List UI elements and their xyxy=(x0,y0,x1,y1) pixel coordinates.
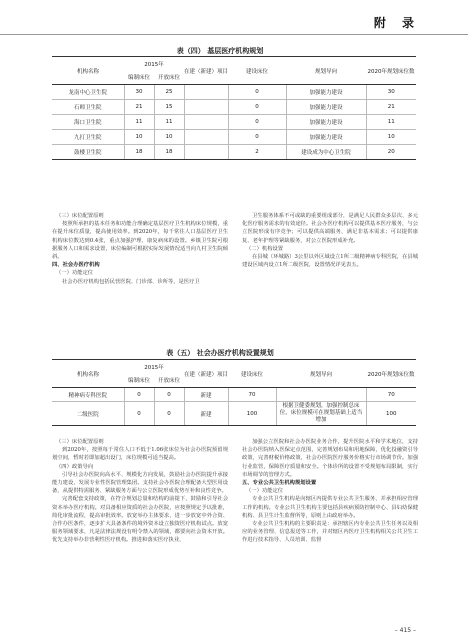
table-row xyxy=(52,388,416,402)
text-column-right-2 xyxy=(242,438,418,545)
col-header-actual: 开放床位 xyxy=(154,71,184,85)
col-header-actual: 开放床位 xyxy=(154,374,184,388)
cell: 0 xyxy=(228,100,286,115)
cell: 18 xyxy=(124,145,154,160)
table-row xyxy=(52,115,416,130)
cell: 15 xyxy=(154,100,184,115)
col-header-name: 机构名称 xyxy=(52,57,124,85)
cell-name: 精神病专科医院 xyxy=(52,388,124,402)
cell: 10 xyxy=(366,130,416,145)
cell: 10 xyxy=(154,130,184,145)
paragraph: 卫生服务体系不可或缺的重要组成部分，是满足人民群众多层次、多元化医疗服务需求的有效途径。社会办医疗机构可以提供基本医疗服务，与公立医院形成有序竞争；可以提供高端服务，满足非基本需求；可以提供康复、老年护理等紧缺服务，对公立医院形成补充。 xyxy=(242,213,418,244)
cell: 加强能力建设 xyxy=(286,85,366,100)
cell: 20 xyxy=(366,145,416,160)
cell: 加强能力建设 xyxy=(286,130,366,145)
cell xyxy=(184,85,228,100)
table-row xyxy=(52,85,416,100)
paragraph: 专业公共卫生机构的主要职责是：承担辖区内专业公共卫生任务以及相应的业务管理、信息报送等工作，并对辖区内医疗卫生机构相关公共卫生工作进行技术指导、人员培训、监督 xyxy=(242,521,418,544)
cell: 11 xyxy=(366,115,416,130)
page-number: – 415 – xyxy=(394,627,416,634)
cell-name: 海口卫生院 xyxy=(52,115,124,130)
col-header-direction: 规划导向 xyxy=(276,360,366,388)
col-header-approved: 编制床位 xyxy=(124,374,154,388)
table-row xyxy=(52,100,416,115)
cell: 根据卫健委规划，加强控制总床位，床位规模可在规划基础上适当增加 xyxy=(276,402,366,426)
table-caption: 表（四） 基层医疗机构规划 xyxy=(176,46,264,55)
cell: 0 xyxy=(154,388,184,402)
cell: 70 xyxy=(366,388,416,402)
cell: 加强能力建设 xyxy=(286,115,366,130)
paragraph: 加强公立医院和社会办医院业务合作，提升医院水平和学术地位，支持社会办医院纳入医保定点范围，完善规划布局和用地保障，优化投融资引导政策，完善财税价格政策，社会办医院医疗服务价格实行市场调节价。加强行业监管，保障医疗质量和安全。个体诊所的设置不受规划布局限制，实行市场调节的管理方式。 xyxy=(242,439,418,478)
cell: 新建 xyxy=(184,402,228,426)
table-caption: 表（五） 社会办医疗机构设置规划 xyxy=(166,348,274,357)
subheading: （二）机构设置 xyxy=(246,245,284,252)
cell: 建设成为中心卫生院 xyxy=(286,145,366,160)
cell: 21 xyxy=(366,100,416,115)
cell: 30 xyxy=(124,85,154,100)
subheading: （三）床位配置原则 xyxy=(56,439,104,445)
col-header-direction: 规划导向 xyxy=(286,57,366,85)
paragraph: 到2020年，按照每千常住人口不低于1.06张床位为社会办医院预留规划空间，暂时若即加超出设门，床位规模可适当提高。 xyxy=(52,447,228,462)
cell: 25 xyxy=(154,85,184,100)
section-heading: 四、社会办医疗机构 xyxy=(52,262,100,269)
cell: 0 xyxy=(228,85,286,100)
cell: 18 xyxy=(154,145,184,160)
private-hospital-table xyxy=(52,359,416,426)
cell xyxy=(184,100,228,115)
subheading: （四）政策导向 xyxy=(56,463,94,470)
section-title: 附 录 xyxy=(373,16,420,30)
cell: 70 xyxy=(228,388,276,402)
col-header-year: 2015年 xyxy=(124,360,184,374)
cell: 0 xyxy=(124,402,154,426)
subheading: （一）功能定位 xyxy=(246,488,284,495)
cell: 0 xyxy=(228,130,286,145)
paragraph: 完善配套支持政策，在符合规划总量和结构的前提下，鼓励和引导社会资本举办医疗机构。对具备相应资质的社会办医院，应按照规定予以批准，简化审批流程，提高审批效率。放宽举办主体要求，进一步放宽中外合资、合作办医条件，逐步扩大具备条件的境外资本设立独资医疗机构试点。放宽服务领域要求，凡是法律法规没有明令禁入的领域，都要向社会资本开放。优先支持举办非营利性医疗机构。推进和落实医疗执业， xyxy=(52,496,228,544)
col-header-project: 在建（新建）项目 xyxy=(184,360,228,388)
table-row xyxy=(52,145,416,160)
cell xyxy=(184,145,228,160)
paragraph: 按照所承担的基本任务和功能合理确定基层医疗卫生机构床位规模，重在提升床位质量，提高使用效率。到2020年，每千常住人口基层医疗卫生机构床位数达到0.4张，重点加强护理、康复病床的设置。乡镇卫生院可根据服务人口和需求设置，床位编制可根据实际发展情况适当向九村卫生院倾斜。 xyxy=(52,221,228,261)
cell-name: 二级医院 xyxy=(52,402,124,426)
subheading: （三）床位配置原则 xyxy=(56,213,104,219)
cell-name: 鼓楼卫生院 xyxy=(52,145,124,160)
cell xyxy=(184,115,228,130)
cell: 0 xyxy=(124,388,154,402)
cell: 100 xyxy=(366,402,416,426)
text-column-right-1 xyxy=(242,212,418,269)
cell: 21 xyxy=(124,100,154,115)
text-column-left-2 xyxy=(52,438,228,545)
cell: 加强能力建设 xyxy=(286,100,366,115)
cell-name: 龙南中心卫生院 xyxy=(52,85,124,100)
cell: 2 xyxy=(228,145,286,160)
col-header-target: 2020年规划床位数 xyxy=(366,57,416,85)
primary-care-table xyxy=(52,56,416,160)
cell: 100 xyxy=(228,402,276,426)
table-row xyxy=(52,402,416,426)
paragraph: 引导社会办医院向高水平、规模化方向发展，鼓励社会办医院提升承接能力建设，发展专业性医院管理集团。支持社会办医院合理配备大型医用设备，从提供特需服务、紧缺服务方面与公立医院形成优势互补和良性竞争。 xyxy=(52,471,228,495)
col-header-target: 2020年规划床位数 xyxy=(366,360,416,388)
cell: 新建 xyxy=(184,388,228,402)
section-heading: 五、专业公共卫生机构规划设置 xyxy=(242,480,317,487)
cell: 30 xyxy=(366,85,416,100)
col-header-new-beds: 建设床位 xyxy=(228,360,276,388)
col-header-year: 2015年 xyxy=(124,57,184,71)
cell: 11 xyxy=(124,115,154,130)
col-header-name: 机构名称 xyxy=(52,360,124,388)
cell xyxy=(184,130,228,145)
paragraph: 专业公共卫生机构是向辖区内提供专业公共卫生服务，并承担相应管理工作的机构。专业公共卫生机构主要包括县疾病预防控制中心、县妇幼保健机构、县卫生计生监督所等，原则上由政府举办。 xyxy=(242,496,418,519)
cell-name: 九打卫生院 xyxy=(52,130,124,145)
table-row xyxy=(52,130,416,145)
cell: 0 xyxy=(228,115,286,130)
cell xyxy=(276,388,366,402)
subheading: （一）功能定位 xyxy=(56,270,94,277)
col-header-new-beds: 建设床位 xyxy=(228,57,286,85)
col-header-project: 在建（新建）项目 xyxy=(184,57,228,85)
paragraph: 社会办医疗机构包括民营医院、门诊部、诊所等，是医疗卫 xyxy=(62,278,200,285)
cell-name: 石师卫生院 xyxy=(52,100,124,115)
col-header-approved: 编制床位 xyxy=(124,71,154,85)
cell: 10 xyxy=(124,130,154,145)
cell: 11 xyxy=(154,115,184,130)
cell: 0 xyxy=(154,402,184,426)
paragraph: 在县城（环城路）3公里以外区域设立1所二级精神病专科医院，在县城建设区域内设立1所二级医院，设置情况详见表五。 xyxy=(242,254,418,269)
text-column-left-1 xyxy=(52,212,228,286)
